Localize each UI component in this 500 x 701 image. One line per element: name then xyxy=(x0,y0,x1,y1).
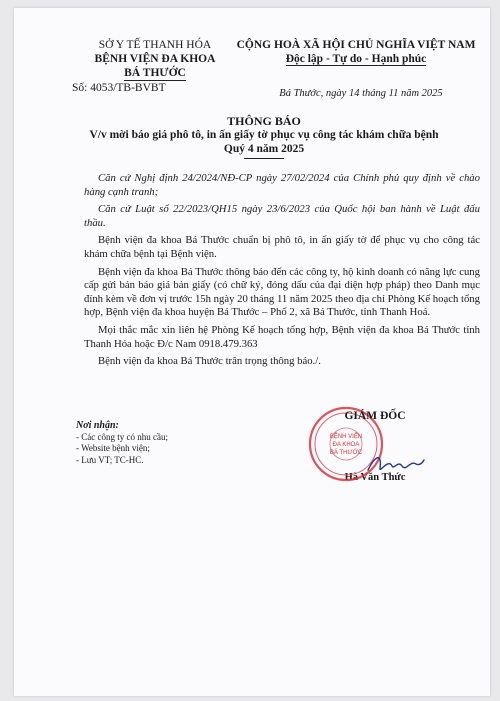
document-page xyxy=(14,8,490,696)
recipients-list xyxy=(76,420,226,466)
recipients-heading: Nơi nhận: xyxy=(76,420,119,431)
recipient-item: - Lưu VT; TC-HC. xyxy=(76,454,144,465)
issuer-header xyxy=(70,38,240,95)
ministry-name: SỞ Y TẾ THANH HÓA xyxy=(98,39,212,51)
notice-subject-line2: Quý 4 năm 2025 xyxy=(223,143,305,155)
body-paragraph-closing: Bệnh viện đa khoa Bá Thước trân trọng thông báo./. xyxy=(98,355,321,368)
notice-subject-line1: V/v mời báo giá phô tô, in ấn giấy tờ phục vụ công tác khám chữa bệnh xyxy=(89,129,439,141)
country-name: CỘNG HOÀ XÃ HỘI CHỦ NGHĨA VIỆT NAM xyxy=(236,39,476,51)
document-number: Số: 4053/TB-BVBT xyxy=(72,82,166,94)
hospital-name-line1: BỆNH VIỆN ĐA KHOA xyxy=(94,53,216,65)
notice-body xyxy=(84,172,480,373)
issue-date: Bá Thước, ngày 14 tháng 11 năm 2025 xyxy=(279,88,443,99)
body-paragraph-purpose: Bệnh viện đa khoa Bá Thước chuẩn bị phô tô, in ấn giấy tờ để phục vụ cho công tác khám chữa bệnh tại Bệnh viện. xyxy=(84,234,480,260)
recipient-item: - Các công ty có nhu cầu; xyxy=(76,431,168,442)
stamp-text-line2: ĐA KHOA xyxy=(332,442,360,448)
stamp-text-line1: BỆNH VIỆN xyxy=(329,434,363,440)
notice-heading: THÔNG BÁO xyxy=(227,114,301,128)
body-paragraph-contact: Mọi thắc mắc xin liên hệ Phòng Kế hoạch tổng hợp, Bệnh viện đa khoa Bá Thước tỉnh Thanh Hóa hoặc Đ/c Nam 0918.479.363 xyxy=(84,323,480,350)
stamp-text-line3: BÁ THƯỚC xyxy=(329,450,363,456)
hospital-name-line2: BÁ THƯỚC xyxy=(124,67,186,79)
legal-basis-law: Căn cứ Luật số 22/2023/QH15 ngày 23/6/2023 của Quốc hội ban hành về Luật đấu thầu. xyxy=(84,203,480,229)
handwritten-signature xyxy=(366,448,426,478)
body-paragraph-request: Bệnh viện đa khoa Bá Thước thông báo đến các công ty, hộ kinh doanh có năng lực cung cấp gửi bản báo giá bản giấy (có chữ ký, đóng dấu của đại diện hợp pháp) theo Danh mục đính kèm về đơn vị trước 15h ngày 20 tháng 11 năm 2025 theo địa chỉ Phòng Kế hoạch tổng hợp, Bệnh viện đa khoa huyện Bá Thước – Phố 2, xã Bá Thước, tỉnh Thanh Hoá. xyxy=(84,265,480,319)
title-divider xyxy=(244,158,284,159)
legal-basis-decree: Căn cứ Nghị định 24/2024/NĐ-CP ngày 27/02/2024 của Chính phủ quy định về chào hàng cạnh tranh; xyxy=(84,172,480,198)
recipient-item: - Website bệnh viện; xyxy=(76,443,150,454)
national-motto: Độc lập - Tự do - Hạnh phúc xyxy=(285,53,427,65)
signer-title: GIÁM ĐỐC xyxy=(344,410,406,422)
national-header xyxy=(236,38,476,66)
signer-name: Hà Văn Thức xyxy=(344,472,406,483)
notice-title xyxy=(54,114,474,159)
